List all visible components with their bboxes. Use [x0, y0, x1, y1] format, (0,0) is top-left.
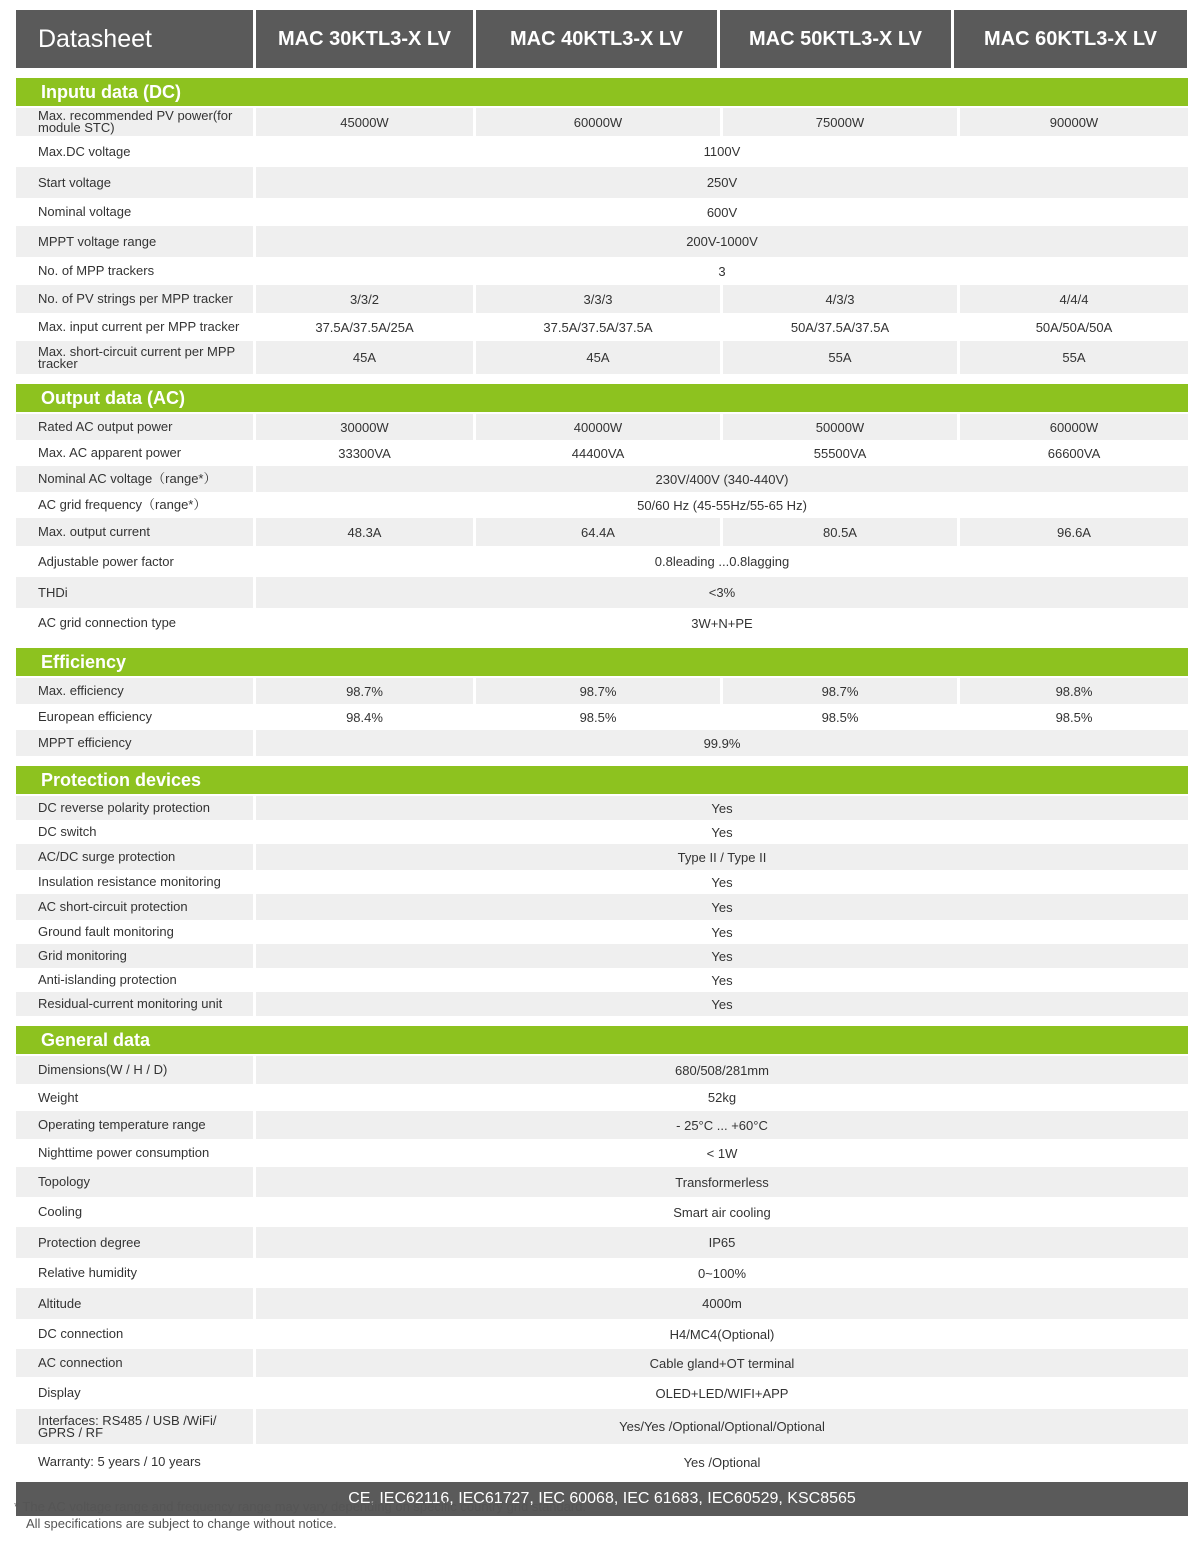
spec-label: Max. output current — [38, 524, 150, 539]
spec-value: 50A/50A/50A — [1035, 319, 1113, 335]
spec-row — [16, 608, 1188, 638]
spec-value: 45A — [352, 350, 377, 365]
spec-value: 55500VA — [813, 445, 867, 461]
spec-row — [16, 257, 1188, 285]
spec-label: AC connection — [38, 1355, 123, 1370]
spec-value-all: Type II / Type II — [677, 849, 767, 865]
spec-value-all: Yes — [711, 924, 733, 940]
spec-value-all: 250V — [706, 175, 738, 190]
spec-value-all: 600V — [706, 204, 738, 220]
spec-label: Insulation resistance monitoring — [38, 874, 221, 889]
spec-value: 55A — [828, 350, 852, 365]
spec-row — [16, 518, 1188, 546]
spec-value: 44400VA — [571, 445, 625, 461]
spec-label: AC grid connection type — [38, 615, 177, 630]
spec-value: 3/3/3 — [583, 291, 613, 307]
spec-value: 3/3/2 — [350, 291, 379, 307]
spec-value-all: Cable gland+OT terminal — [649, 1355, 795, 1371]
spec-label: MPPT voltage range — [38, 233, 157, 249]
spec-value-all: 52kg — [707, 1090, 737, 1105]
spec-label: Operating temperature range — [38, 1117, 206, 1132]
spec-row — [16, 1111, 1188, 1139]
spec-value: 45A — [586, 350, 610, 365]
spec-row — [16, 136, 1188, 167]
spec-value: 75000W — [815, 114, 865, 130]
spec-label: Dimensions(W / H / D) — [38, 1062, 168, 1077]
spec-value-all: 3 — [718, 263, 726, 279]
spec-value: 37.5A/37.5A/37.5A — [543, 319, 653, 335]
spec-label: DC reverse polarity protection — [38, 800, 210, 815]
spec-value-all: < 1W — [706, 1145, 738, 1161]
spec-row — [16, 1084, 1188, 1111]
spec-value: 4/3/3 — [825, 291, 855, 307]
spec-value: 80.5A — [823, 524, 857, 540]
spec-value-all: Transformerless — [675, 1174, 769, 1190]
spec-row — [16, 1319, 1188, 1349]
spec-row — [16, 167, 1188, 198]
spec-label: DC switch — [38, 824, 97, 839]
spec-row — [16, 992, 1188, 1016]
spec-label: Display — [38, 1385, 81, 1400]
spec-row — [16, 1139, 1188, 1167]
spec-value: 48.3A — [347, 524, 382, 540]
spec-value: 50000W — [815, 419, 865, 435]
spec-row — [16, 1444, 1188, 1480]
spec-value: 4/4/4 — [1059, 291, 1089, 307]
spec-label: Grid monitoring — [38, 948, 127, 963]
model-header: MAC 30KTL3-X LV — [256, 10, 473, 68]
spec-sections — [16, 78, 1188, 1480]
footnote-line: * The AC voltage range and frequency range may vary depending on specific country grid standard. — [14, 1499, 587, 1514]
spec-row — [16, 1288, 1188, 1319]
spec-value-all: Yes — [711, 972, 733, 988]
spec-value: 50A/37.5A/37.5A — [790, 319, 890, 335]
spec-row — [16, 414, 1188, 440]
spec-value-all: 680/508/281mm — [675, 1062, 769, 1078]
spec-row — [16, 226, 1188, 257]
spec-value-all: H4/MC4(Optional) — [669, 1326, 775, 1342]
spec-label: Anti-islanding protection — [38, 972, 177, 987]
section-header: Efficiency — [16, 648, 1188, 676]
spec-value-all: 200V-1000V — [686, 234, 758, 249]
spec-label: THDi — [38, 584, 68, 600]
spec-label: European efficiency — [38, 709, 152, 724]
section-header: Protection devices — [16, 766, 1188, 794]
section-header: Inputu data (DC) — [16, 78, 1188, 106]
spec-value-all: Yes — [711, 824, 733, 840]
datasheet — [16, 10, 1188, 1516]
spec-value-all: 230V/400V (340-440V) — [655, 471, 789, 487]
spec-value: 60000W — [1049, 419, 1099, 435]
model-header: MAC 40KTL3-X LV — [476, 10, 717, 68]
spec-row — [16, 796, 1188, 820]
spec-row — [16, 968, 1188, 992]
spec-value-all: Yes — [711, 874, 733, 890]
spec-value-all: 0~100% — [697, 1265, 747, 1281]
spec-value-all: IP65 — [708, 1235, 736, 1250]
spec-value: 40000W — [573, 419, 623, 435]
model-header: MAC 50KTL3-X LV — [720, 10, 951, 68]
spec-row — [16, 466, 1188, 492]
spec-value: 98.5% — [821, 709, 859, 725]
spec-label: Max.DC voltage — [38, 143, 131, 159]
spec-value-all: Yes — [711, 996, 733, 1012]
spec-label: AC grid frequency（range*） — [38, 497, 207, 512]
spec-value: 55A — [1062, 350, 1086, 365]
spec-row — [16, 944, 1188, 968]
spec-value-all: 4000m — [702, 1296, 742, 1311]
spec-label: Relative humidity — [38, 1265, 137, 1280]
spec-value-all: 50/60 Hz (45-55Hz/55-65 Hz) — [637, 497, 807, 513]
spec-value-all: - 25°C ... +60°C — [676, 1117, 768, 1133]
spec-value-all: <3% — [708, 585, 736, 600]
spec-row — [16, 1056, 1188, 1084]
section-header: General data — [16, 1026, 1188, 1054]
spec-row — [16, 844, 1188, 870]
header-row — [16, 10, 1188, 68]
spec-label: Weight — [38, 1089, 79, 1105]
spec-value: 98.7% — [579, 683, 617, 699]
spec-label: Rated AC output power — [38, 419, 173, 434]
spec-value: 98.5% — [1055, 709, 1093, 725]
spec-label: DC connection — [38, 1326, 124, 1341]
spec-row — [16, 1167, 1188, 1197]
spec-row — [16, 704, 1188, 730]
spec-row — [16, 894, 1188, 920]
spec-label: Max. input current per MPP tracker — [38, 319, 240, 334]
spec-value: 98.5% — [579, 709, 617, 725]
spec-row — [16, 1409, 1188, 1444]
spec-value-all: Yes/Yes /Optional/Optional/Optional — [619, 1419, 825, 1434]
spec-row — [16, 577, 1188, 608]
certifications-bar: CE, IEC62116, IEC61727, IEC 60068, IEC 61683, IEC60529, KSC8565 — [16, 1482, 1188, 1516]
spec-value-all: 3W+N+PE — [691, 615, 753, 631]
spec-value-all: Yes — [711, 899, 733, 915]
spec-value: 96.6A — [1057, 524, 1091, 540]
spec-label: Start voltage — [38, 174, 111, 190]
model-header: MAC 60KTL3-X LV — [954, 10, 1187, 68]
spec-row — [16, 1349, 1188, 1377]
spec-row — [16, 678, 1188, 704]
spec-row — [16, 285, 1188, 313]
spec-value-all: 99.9% — [703, 735, 741, 751]
spec-row — [16, 198, 1188, 226]
spec-row — [16, 341, 1188, 374]
spec-row — [16, 870, 1188, 894]
spec-label: AC/DC surge protection — [38, 849, 176, 864]
spec-label: Protection degree — [38, 1234, 141, 1250]
spec-row — [16, 440, 1188, 466]
spec-value: 66600VA — [1047, 445, 1101, 461]
spec-value: 98.8% — [1055, 683, 1093, 699]
spec-value: 33300VA — [338, 445, 391, 461]
spec-row — [16, 313, 1188, 341]
spec-value-all: 0.8leading ...0.8lagging — [654, 554, 790, 569]
spec-row — [16, 492, 1188, 518]
spec-label: Cooling — [38, 1204, 83, 1219]
spec-row — [16, 108, 1188, 136]
section-header: Output data (AC) — [16, 384, 1188, 412]
spec-label: Ground fault monitoring — [38, 924, 174, 939]
spec-value: 98.7% — [346, 683, 383, 699]
spec-value: 37.5A/37.5A/25A — [315, 319, 414, 335]
spec-value: 45000W — [340, 114, 389, 130]
spec-row — [16, 1377, 1188, 1409]
spec-label: Max. recommended PV power(for module STC) — [38, 108, 233, 135]
spec-label: MPPT efficiency — [38, 735, 132, 750]
spec-row — [16, 546, 1188, 577]
spec-label: Nighttime power consumption — [38, 1145, 210, 1160]
spec-row — [16, 730, 1188, 756]
spec-value: 98.7% — [821, 683, 859, 699]
spec-row — [16, 820, 1188, 844]
spec-row — [16, 1227, 1188, 1258]
spec-label: Residual-current monitoring unit — [38, 996, 223, 1011]
spec-value: 60000W — [573, 114, 623, 130]
spec-label: Max. efficiency — [38, 683, 124, 698]
spec-label: Nominal voltage — [38, 204, 132, 219]
spec-label: AC short-circuit protection — [38, 899, 188, 914]
spec-label: Max. short-circuit current per MPP tracker — [38, 343, 235, 371]
footnote-line: All specifications are subject to change without notice. — [26, 1516, 337, 1531]
footnote — [14, 1498, 586, 1532]
spec-label: No. of PV strings per MPP tracker — [38, 291, 233, 306]
spec-value: 30000W — [340, 419, 389, 435]
spec-value-all: OLED+LED/WIFI+APP — [655, 1385, 789, 1401]
spec-value-all: Yes — [711, 800, 733, 816]
spec-value-all: Yes /Optional — [683, 1454, 761, 1470]
spec-value-all: Smart air cooling — [673, 1204, 771, 1220]
spec-label: Nominal AC voltage（range*） — [38, 471, 217, 486]
spec-label: No. of MPP trackers — [38, 263, 155, 278]
spec-label: Altitude — [38, 1295, 82, 1311]
spec-row — [16, 1197, 1188, 1227]
spec-value: 98.4% — [346, 709, 383, 725]
spec-value: 64.4A — [581, 524, 615, 540]
datasheet-title: Datasheet — [16, 10, 253, 68]
spec-label: Interfaces: RS485 / USB /WiFi/ GPRS / RF — [38, 1412, 217, 1440]
spec-label: Adjustable power factor — [38, 553, 174, 569]
spec-value-all: 1100V — [703, 144, 741, 159]
spec-row — [16, 1258, 1188, 1288]
spec-value: 90000W — [1049, 114, 1099, 130]
spec-label: Warranty: 5 years / 10 years — [38, 1454, 201, 1469]
spec-label: Max. AC apparent power — [38, 445, 182, 460]
spec-row — [16, 920, 1188, 944]
spec-value-all: Yes — [711, 948, 733, 964]
spec-label: Topology — [38, 1174, 91, 1189]
